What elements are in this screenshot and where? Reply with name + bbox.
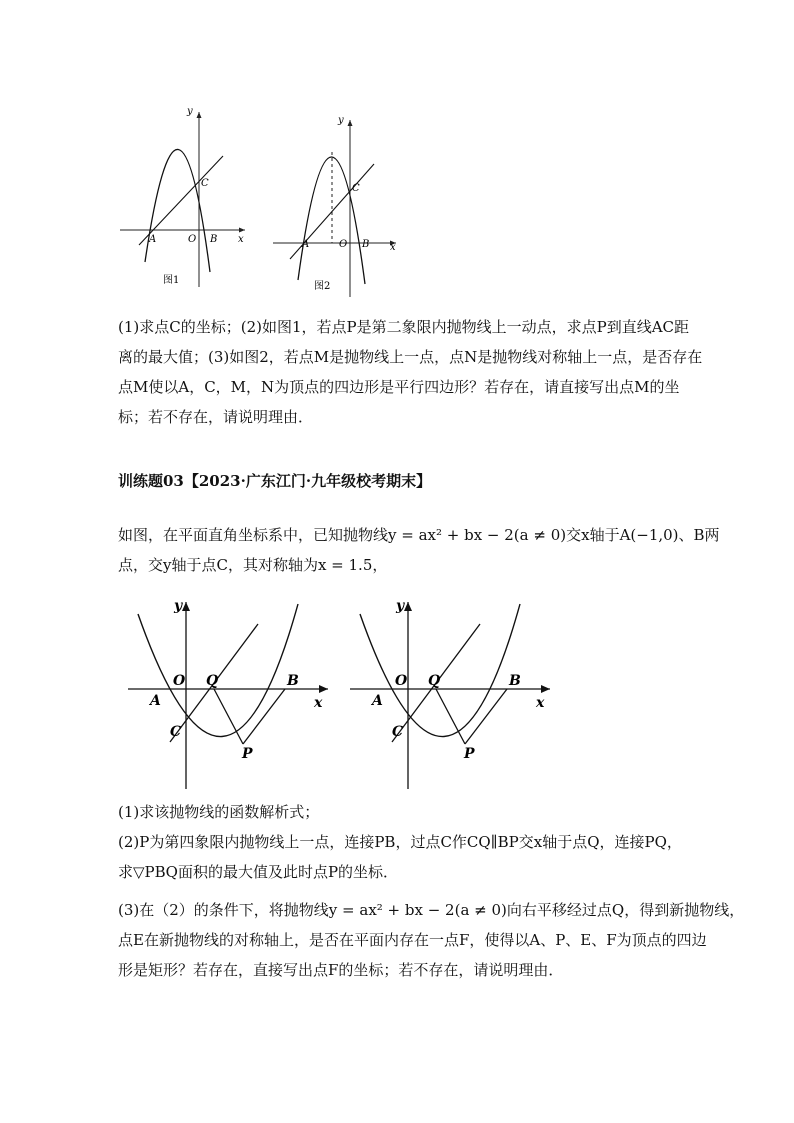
figure-bottom-left <box>118 594 338 794</box>
fig2-o-label: O <box>339 239 348 250</box>
fig2-caption: 图2 <box>314 281 331 292</box>
bl-q-label: Q <box>206 673 219 689</box>
problem-3-intro-line-2: 点，交y轴于点C，其对称轴为x = 1.5， <box>118 556 388 574</box>
bl-y-label: y <box>174 598 183 614</box>
bl-a-label: A <box>150 693 161 709</box>
fig2-a-label: A <box>302 239 310 250</box>
fig1-c-label: C <box>201 178 209 189</box>
figure-1 <box>115 102 250 292</box>
question-3-line-2: 点E在新抛物线的对称轴上，是否在平面内存在一点F，使得以A、P、E、F为顶点的四边 <box>118 931 707 949</box>
problem-2-line-2: 离的最大值；(3)如图2，若点M是抛物线上一点，点N是抛物线对称轴上一点，是否存在 <box>118 348 703 366</box>
br-y-label: y <box>396 598 405 614</box>
br-q-label: Q <box>428 673 441 689</box>
fig2-y-label: y <box>338 115 344 126</box>
fig1-o-label: O <box>188 234 197 245</box>
br-c-label: C <box>392 724 404 740</box>
problem-2-line-1: (1)求点C的坐标；(2)如图1，若点P是第二象限内抛物线上一动点，求点P到直线AC距 <box>118 318 690 336</box>
fig1-b-label: B <box>210 234 218 245</box>
fig1-a-label: A <box>149 234 157 245</box>
problem-3-intro <box>118 520 720 580</box>
fig2-b-label: B <box>362 239 370 250</box>
problem-2-line-4: 标；若不存在，请说明理由． <box>118 408 314 426</box>
bl-c-label: C <box>170 724 182 740</box>
fig1-y-label: y <box>187 106 193 117</box>
br-x-label: x <box>536 695 545 711</box>
fig1-x-label: x <box>238 234 244 245</box>
br-o-label: O <box>395 673 408 689</box>
bl-x-label: x <box>314 695 323 711</box>
fig2-c-label: C <box>352 183 360 194</box>
bl-o-label: O <box>173 673 186 689</box>
br-p-label: P <box>464 746 475 762</box>
fig2-x-label: x <box>390 242 396 253</box>
question-2-line-2: 求▽PBQ面积的最大值及此时点P的坐标． <box>118 863 399 881</box>
question-2-line-1: (2)P为第四象限内抛物线上一点，连接PB，过点C作CQ∥BP交x轴于点Q，连接PQ， <box>118 833 682 851</box>
question-3-line-1: (3)在（2）的条件下，将抛物线y = ax² + bx − 2(a ≠ 0)向右平移经过点Q，得到新抛物线， <box>118 901 745 919</box>
problem-2-line-3: 点M使以A，C，M，N为顶点的四边形是平行四边形？若存在，请直接写出点M的坐 <box>118 378 680 396</box>
problem-2-text <box>118 312 703 432</box>
br-a-label: A <box>372 693 383 709</box>
figure-bottom-right <box>340 594 560 794</box>
figure-2 <box>268 112 403 302</box>
question-1: (1)求该抛物线的函数解析式； <box>118 803 320 821</box>
fig1-caption: 图1 <box>163 275 180 286</box>
bl-b-label: B <box>287 673 299 689</box>
questions-block <box>118 797 745 985</box>
br-b-label: B <box>509 673 521 689</box>
question-3-line-3: 形是矩形？若存在，直接写出点F的坐标；若不存在，请说明理由． <box>118 961 564 979</box>
bl-p-label: P <box>242 746 253 762</box>
exercise-heading: 训练题03【2023·广东江门·九年级校考期末】 <box>118 472 432 490</box>
problem-3-intro-line-1: 如图，在平面直角坐标系中，已知抛物线y = ax² + bx − 2(a ≠ 0)交x轴于A(−1,0)、B两 <box>118 526 720 544</box>
